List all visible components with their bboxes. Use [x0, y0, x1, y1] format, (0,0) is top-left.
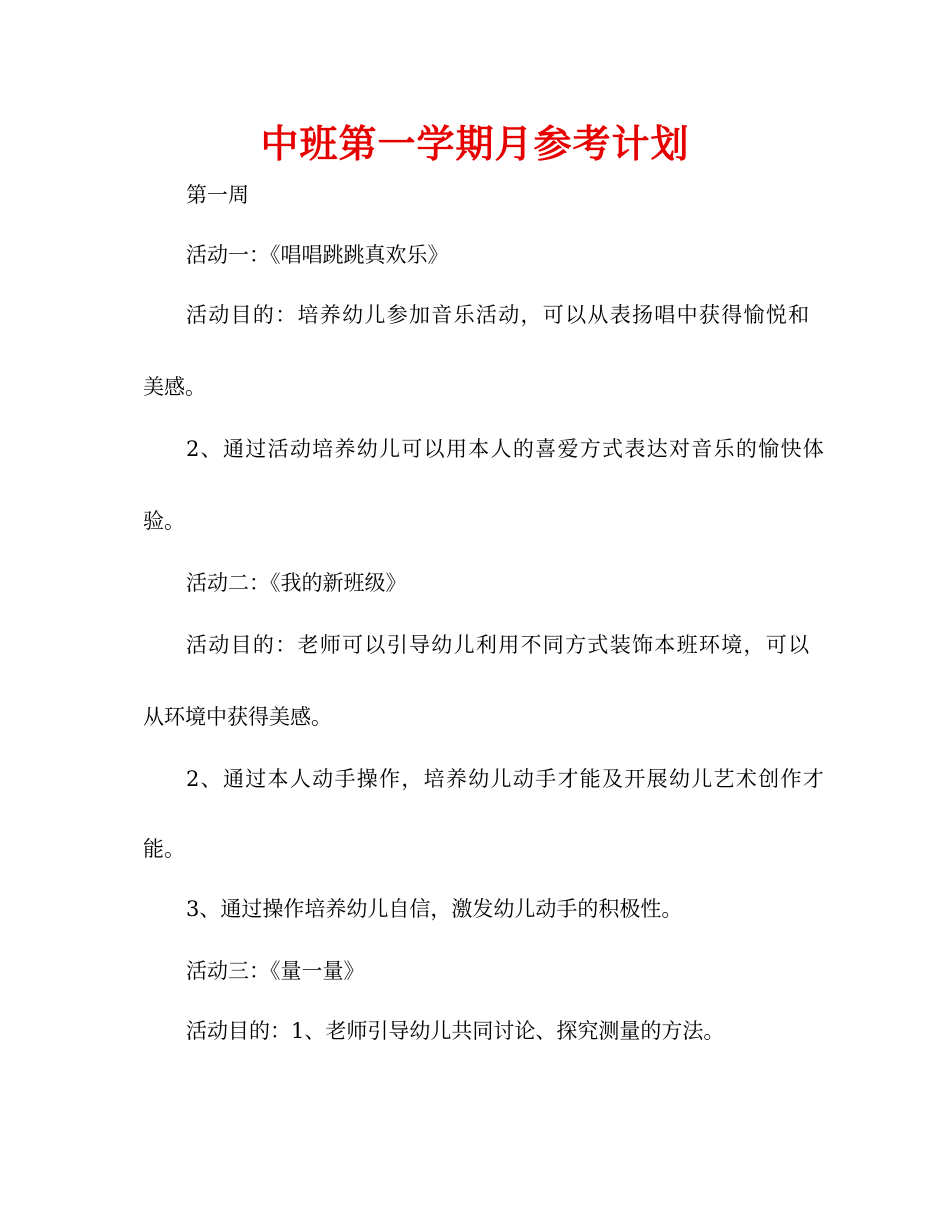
- activity-1-goal-line-2: 美感。: [143, 375, 206, 399]
- activity-2-point-2-line-1: 2、通过本人动手操作，培养幼儿动手才能及开展幼儿艺术创作才: [186, 767, 826, 791]
- week-heading: 第一周: [186, 183, 249, 207]
- activity-1-title: 活动一：《唱唱跳跳真欢乐》: [186, 243, 449, 267]
- activity-2-point-3: 3、通过操作培养幼儿自信，激发幼儿动手的积极性。: [186, 897, 683, 921]
- activity-3-title: 活动三：《量一量》: [186, 959, 365, 983]
- activity-1-goal-line-1: 活动目的：培养幼儿参加音乐活动，可以从表扬唱中获得愉悦和: [186, 303, 811, 327]
- activity-2-title: 活动二：《我的新班级》: [186, 571, 407, 595]
- activity-2-goal-line-1: 活动目的：老师可以引导幼儿利用不同方式装饰本班环境，可以: [186, 633, 811, 657]
- activity-2-goal-line-2: 从环境中获得美感。: [143, 705, 332, 729]
- activity-3-goal: 活动目的：1、老师引导幼儿共同讨论、探究测量的方法。: [186, 1019, 725, 1043]
- activity-1-point-2-line-2: 验。: [143, 509, 185, 533]
- activity-1-point-2-line-1: 2、通过活动培养幼儿可以用本人的喜爱方式表达对音乐的愉快体: [186, 437, 826, 461]
- document-title: 中班第一学期月参考计划: [260, 122, 690, 166]
- activity-2-point-2-line-2: 能。: [143, 837, 185, 861]
